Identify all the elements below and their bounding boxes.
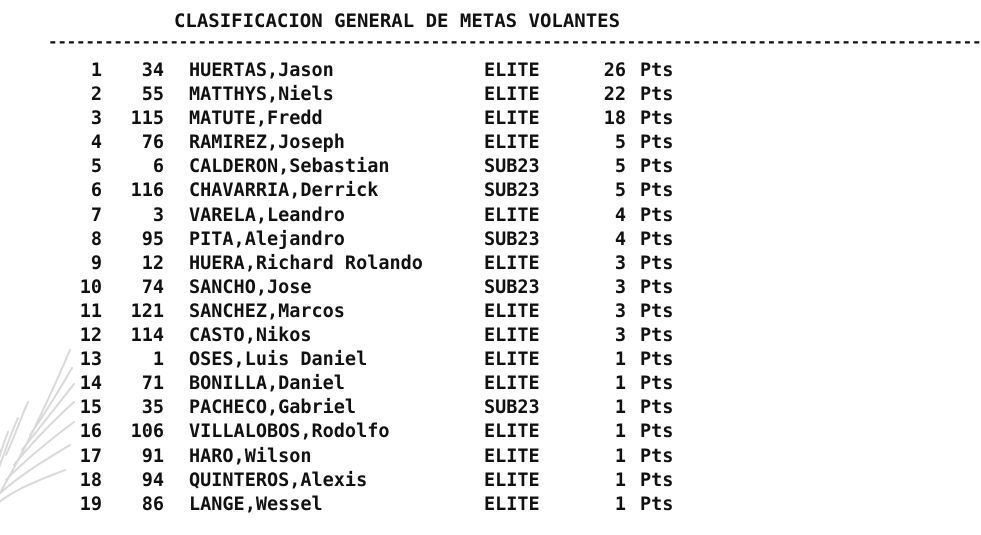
table-row	[0, 324, 726, 348]
dorsal-cell: 12	[141, 252, 164, 274]
category-cell: ELITE	[484, 493, 540, 515]
table-row	[0, 493, 726, 517]
points-unit-cell: Pts	[640, 156, 674, 178]
category-cell: ELITE	[484, 108, 540, 130]
table-row	[0, 155, 726, 179]
table-row	[0, 420, 726, 444]
position-cell: 2	[90, 84, 102, 106]
category-cell: ELITE	[484, 132, 540, 154]
dorsal-cell: 34	[141, 60, 164, 81]
rider-name-cell: LANGE,Wessel	[189, 493, 323, 515]
points-cell: 3	[614, 252, 626, 274]
rider-name-cell: CHAVARRIA,Derrick	[189, 180, 379, 202]
table-row	[0, 396, 726, 420]
category-cell: SUB23	[484, 180, 540, 202]
points-unit-cell: Pts	[640, 228, 674, 250]
table-row	[0, 372, 726, 396]
header-divider: ----------------------------------------------------------------------------------------------------	[48, 32, 981, 51]
position-cell: 5	[90, 156, 102, 178]
category-cell: SUB23	[484, 228, 540, 250]
points-cell: 5	[614, 156, 626, 178]
page-title: CLASIFICACION GENERAL DE METAS VOLANTES	[173, 10, 621, 32]
points-cell: 1	[614, 421, 626, 443]
category-cell: ELITE	[484, 252, 540, 274]
position-cell: 10	[79, 276, 102, 298]
dorsal-cell: 95	[141, 228, 164, 250]
position-cell: 17	[79, 445, 102, 467]
points-cell: 1	[614, 373, 626, 395]
points-unit-cell: Pts	[640, 421, 674, 443]
table-row	[0, 228, 726, 252]
dorsal-cell: 115	[130, 108, 164, 130]
position-cell: 12	[79, 325, 102, 347]
points-unit-cell: Pts	[640, 349, 674, 371]
rider-name-cell: MATTHYS,Niels	[189, 84, 334, 106]
category-cell: ELITE	[484, 300, 540, 322]
rider-name-cell: OSES,Luis Daniel	[189, 349, 368, 371]
dorsal-cell: 74	[141, 276, 164, 298]
position-cell: 18	[79, 469, 102, 491]
category-cell: ELITE	[484, 84, 540, 106]
points-cell: 26	[603, 60, 626, 81]
points-unit-cell: Pts	[640, 469, 674, 491]
rider-name-cell: CASTO,Nikos	[189, 325, 312, 347]
position-cell: 4	[90, 132, 102, 154]
category-cell: ELITE	[484, 349, 540, 371]
position-cell: 8	[90, 228, 102, 250]
dorsal-cell: 3	[152, 204, 164, 226]
rider-name-cell: HUERTAS,Jason	[189, 60, 334, 81]
points-cell: 1	[614, 349, 626, 371]
points-cell: 4	[614, 228, 626, 250]
rider-name-cell: SANCHO,Jose	[189, 276, 312, 298]
points-cell: 3	[614, 300, 626, 322]
rider-name-cell: PITA,Alejandro	[189, 228, 345, 250]
points-unit-cell: Pts	[640, 84, 674, 106]
position-cell: 6	[90, 180, 102, 202]
position-cell: 3	[90, 108, 102, 130]
category-cell: ELITE	[484, 445, 540, 467]
table-row	[0, 131, 726, 155]
dorsal-cell: 114	[130, 325, 164, 347]
points-unit-cell: Pts	[640, 108, 674, 130]
points-cell: 22	[603, 84, 626, 106]
rider-name-cell: MATUTE,Fredd	[189, 108, 323, 130]
points-unit-cell: Pts	[640, 397, 674, 419]
points-unit-cell: Pts	[640, 373, 674, 395]
table-row	[0, 348, 726, 372]
position-cell: 19	[79, 493, 102, 515]
table-row	[0, 204, 726, 228]
category-cell: ELITE	[484, 421, 540, 443]
points-cell: 4	[614, 204, 626, 226]
category-cell: ELITE	[484, 373, 540, 395]
position-cell: 7	[90, 204, 102, 226]
points-unit-cell: Pts	[640, 445, 674, 467]
points-unit-cell: Pts	[640, 276, 674, 298]
dorsal-cell: 6	[152, 156, 164, 178]
rider-name-cell: SANCHEZ,Marcos	[189, 300, 345, 322]
rider-name-cell: BONILLA,Daniel	[189, 373, 345, 395]
table-row	[0, 59, 726, 83]
dorsal-cell: 91	[141, 445, 164, 467]
points-unit-cell: Pts	[640, 60, 674, 81]
points-cell: 1	[614, 469, 626, 491]
table-row	[0, 83, 726, 107]
table-row	[0, 300, 726, 324]
dorsal-cell: 76	[141, 132, 164, 154]
points-cell: 1	[614, 445, 626, 467]
category-cell: ELITE	[484, 469, 540, 491]
points-unit-cell: Pts	[640, 180, 674, 202]
position-cell: 1	[90, 60, 102, 81]
points-unit-cell: Pts	[640, 300, 674, 322]
dorsal-cell: 106	[130, 421, 164, 443]
table-row	[0, 276, 726, 300]
position-cell: 13	[79, 349, 102, 371]
dorsal-cell: 94	[141, 469, 164, 491]
rider-name-cell: RAMIREZ,Joseph	[189, 132, 345, 154]
dorsal-cell: 1	[152, 349, 164, 371]
points-cell: 5	[614, 180, 626, 202]
rider-name-cell: PACHECO,Gabriel	[189, 397, 357, 419]
category-cell: ELITE	[484, 204, 540, 226]
dorsal-cell: 35	[141, 397, 164, 419]
rider-name-cell: VARELA,Leandro	[189, 204, 345, 226]
category-cell: ELITE	[484, 60, 540, 81]
category-cell: SUB23	[484, 156, 540, 178]
rider-name-cell: VILLALOBOS,Rodolfo	[189, 421, 390, 443]
points-unit-cell: Pts	[640, 493, 674, 515]
category-cell: ELITE	[484, 325, 540, 347]
dorsal-cell: 121	[130, 300, 164, 322]
dorsal-cell: 55	[141, 84, 164, 106]
points-unit-cell: Pts	[640, 252, 674, 274]
points-unit-cell: Pts	[640, 325, 674, 347]
position-cell: 15	[79, 397, 102, 419]
classification-table	[0, 59, 726, 517]
table-row	[0, 107, 726, 131]
points-unit-cell: Pts	[640, 132, 674, 154]
points-cell: 3	[614, 325, 626, 347]
position-cell: 16	[79, 421, 102, 443]
rider-name-cell: HUERA,Richard Rolando	[189, 252, 423, 274]
points-cell: 1	[614, 397, 626, 419]
table-row	[0, 252, 726, 276]
position-cell: 9	[90, 252, 102, 274]
dorsal-cell: 116	[130, 180, 164, 202]
category-cell: SUB23	[484, 276, 540, 298]
dorsal-cell: 71	[141, 373, 164, 395]
points-unit-cell: Pts	[640, 204, 674, 226]
points-cell: 5	[614, 132, 626, 154]
position-cell: 14	[79, 373, 102, 395]
category-cell: SUB23	[484, 397, 540, 419]
table-row	[0, 445, 726, 469]
position-cell: 11	[79, 300, 102, 322]
points-cell: 3	[614, 276, 626, 298]
rider-name-cell: QUINTEROS,Alexis	[189, 469, 368, 491]
rider-name-cell: HARO,Wilson	[189, 445, 312, 467]
dorsal-cell: 86	[141, 493, 164, 515]
table-row	[0, 179, 726, 203]
points-cell: 1	[614, 493, 626, 515]
points-cell: 18	[603, 108, 626, 130]
table-row	[0, 469, 726, 493]
rider-name-cell: CALDERON,Sebastian	[189, 156, 390, 178]
